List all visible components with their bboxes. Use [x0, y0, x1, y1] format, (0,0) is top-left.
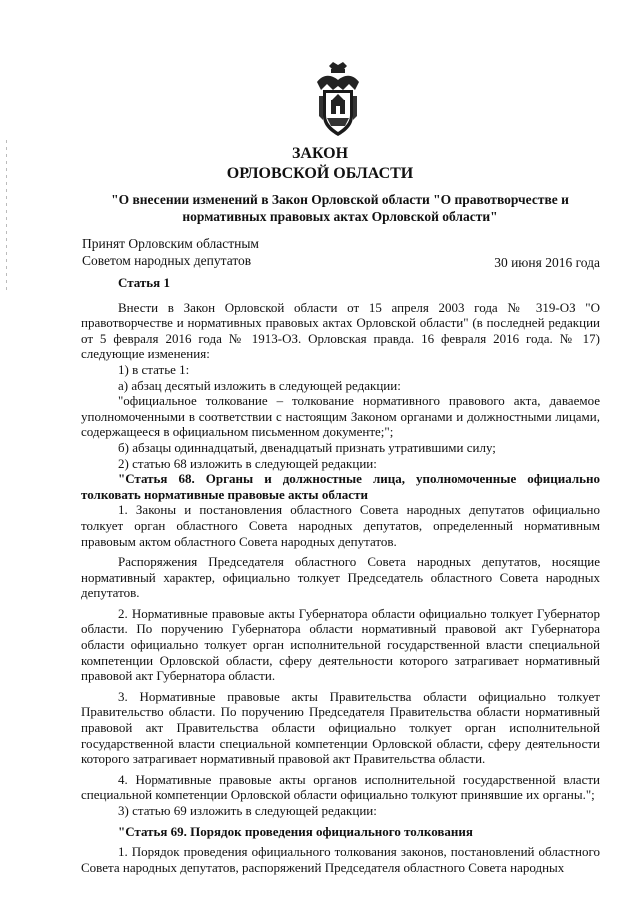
- orel-oblast-coat-of-arms-icon: [315, 60, 361, 140]
- item-1a-text: "официальное толкование – толкование нормативного правового акта, даваемое уполномоченными в соответствии с настоящим Законом органами и должностными лицами, содержащееся в официальном письменном документе;";: [81, 393, 600, 440]
- adoption-line-2: Советом народных депутатов: [82, 253, 252, 268]
- article-69-heading: "Статья 69. Порядок проведения официального толкования: [118, 823, 473, 839]
- intro-paragraph: Внести в Закон Орловской области от 15 апреля 2003 года № 319-ОЗ "О правотворчестве и нормативных правовых актах Орловской области" (в последней редакции от 5 февраля 2016 года № 1913-ОЗ. Орловская правда. 16 февраля 2016 года. № 17) следующие изменения:: [81, 299, 600, 362]
- law-title: ЗАКОН: [291, 145, 349, 162]
- article-68-heading: "Статья 68. Органы и должностные лица, уполномоченные официально толковать нормативные правовые акты области: [81, 471, 600, 502]
- article-68-paragraph-1b: Распоряжения Председателя областного Совета народных депутатов, носящие нормативный характер, официально толкует Председатель областного Совета народных депутатов.: [81, 554, 600, 601]
- adoption-line-1: Принят Орловским областным: [82, 236, 259, 251]
- item-1b: б) абзацы одиннадцатый, двенадцатый признать утратившими силу;: [118, 439, 496, 455]
- article-69-paragraph-1: 1. Порядок проведения официального толкования законов, постановлений областного Совета народных депутатов, распоряжений Председателя областного Совета народных: [81, 844, 600, 875]
- article-68-paragraph-1: 1. Законы и постановления областного Совета народных депутатов официально толкует орган областного Совета народных депутатов, определенный нормативным правовым актом областного Совета народных депутатов.: [81, 502, 600, 549]
- item-2: 2) статью 68 изложить в следующей редакции:: [118, 455, 377, 471]
- law-region-title: ОРЛОВСКОЙ ОБЛАСТИ: [226, 165, 414, 182]
- adoption-note: [82, 235, 259, 269]
- article-68-paragraph-4: 4. Нормативные правовые акты органов исполнительной государственной власти специальной компетенции Орловской области официально толкуют принявшие их органы.";: [81, 771, 600, 803]
- article-68-paragraph-2: 2. Нормативные правовые акты Губернатора области официально толкует Губернатор области. По поручению Губернатора области нормативный правовой акт Губернатора области официально толкует орган исполнительной государственной власти специальной компетенции Орловской области, сферу деятельности которого затрагивает нормативный правовой акт Губернатора области.: [81, 605, 600, 684]
- item-1: 1) в статье 1:: [118, 361, 190, 377]
- article-1-heading: Статья 1: [118, 275, 170, 290]
- law-body: [81, 275, 600, 875]
- item-1a: а) абзац десятый изложить в следующей редакции:: [118, 377, 401, 393]
- adoption-date: 30 июня 2016 года: [494, 255, 600, 270]
- law-subtitle: "О внесении изменений в Закон Орловской области "О правотворчестве и нормативных правовых актах Орловской области": [111, 192, 569, 224]
- article-68-paragraph-3: 3. Нормативные правовые акты Правительства области официально толкует Правительство области. По поручению Председателя Правительства области нормативный правовой акт Правительства области официально толкует орган исполнительной государственной власти специальной компетенции Орловской области, сферу деятельности которого затрагивает нормативный правовой акт Правительства области.: [81, 688, 600, 767]
- item-3: 3) статью 69 изложить в следующей редакции:: [118, 803, 377, 818]
